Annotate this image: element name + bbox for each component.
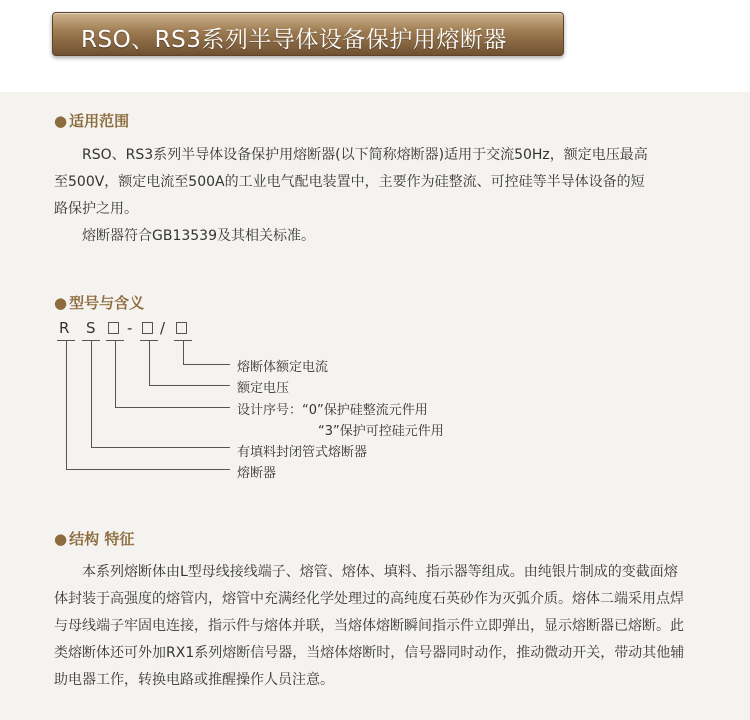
model-placeholder-box [108,322,119,334]
connector-line [149,385,230,386]
header-band [0,0,750,92]
structure-line-2: 体封装于高强度的熔管内，熔管中充满经化学处理过的高纯度石英砂作为灭弧介质。熔体二端采用点焊 [54,591,684,607]
connector-line [91,447,230,448]
connector-line [115,407,230,408]
page-title: RSO、RS3系列半导体设备保护用熔断器 [81,27,507,53]
label-rated-voltage: 额定电压 [237,381,290,396]
structure-line-4: 类熔断体还可外加RX1系列熔断信号器，当熔体熔断时，信号器同时动作，推动微动开关，带动其他辅 [54,645,685,661]
model-placeholder-box [176,322,187,334]
scope-line-3: 路保护之用。 [54,201,138,217]
scope-line-2: 至500V，额定电流至500A的工业电气配电装置中，主要作为硅整流、可控硅等半导体设备的短 [54,174,645,190]
section-heading-scope [54,110,129,131]
section-heading-label: 结构 特征 [69,530,135,548]
content-panel [0,92,750,720]
label-fuse: 熔断器 [237,466,277,481]
section-heading-structure [54,528,134,549]
connector-line [183,364,230,365]
scope-line-1: RSO、RS3系列半导体设备保护用熔断器(以下简称熔断器)适用于交流50Hz，额定电压最高 [82,147,648,163]
connector-line [66,469,230,470]
model-char-r: R [59,319,70,337]
bullet-dot-icon: ● [54,294,68,312]
section-heading-model [54,292,144,313]
bullet-dot-icon: ● [54,530,68,548]
connector-line [115,340,116,407]
structure-line-3: 与母线端子牢固电连接，指示件与熔体并联，当熔体熔断瞬间指示件立即弹出，显示熔断器已熔断。此 [54,618,684,634]
structure-line-5: 助电器工作，转换电路或推醒操作人员注意。 [54,672,334,688]
model-char-dash: - [127,319,133,337]
connector-line [149,340,150,385]
title-banner [52,12,564,56]
label-rated-current: 熔断体额定电流 [237,360,329,375]
structure-line-1: 本系列熔断体由L型母线接线端子、熔管、熔体、填料、指示器等组成。由纯银片制成的变截面熔 [82,564,678,580]
label-design-serial-3: “3”保护可控硅元件用 [318,424,444,439]
label-filled-tube: 有填料封闭管式熔断器 [237,445,368,460]
model-char-slash: / [160,319,166,337]
connector-line [66,340,67,469]
section-heading-label: 型号与含义 [69,294,145,312]
connector-line [91,340,92,447]
bullet-dot-icon: ● [54,112,68,130]
section-heading-label: 适用范围 [69,112,130,130]
scope-line-4: 熔断器符合GB13539及其相关标准。 [82,228,315,244]
connector-line [183,340,184,364]
model-char-s: S [86,319,96,337]
model-placeholder-box [142,322,153,334]
label-design-serial: 设计序号：“0”保护硅整流元件用 [237,403,428,418]
